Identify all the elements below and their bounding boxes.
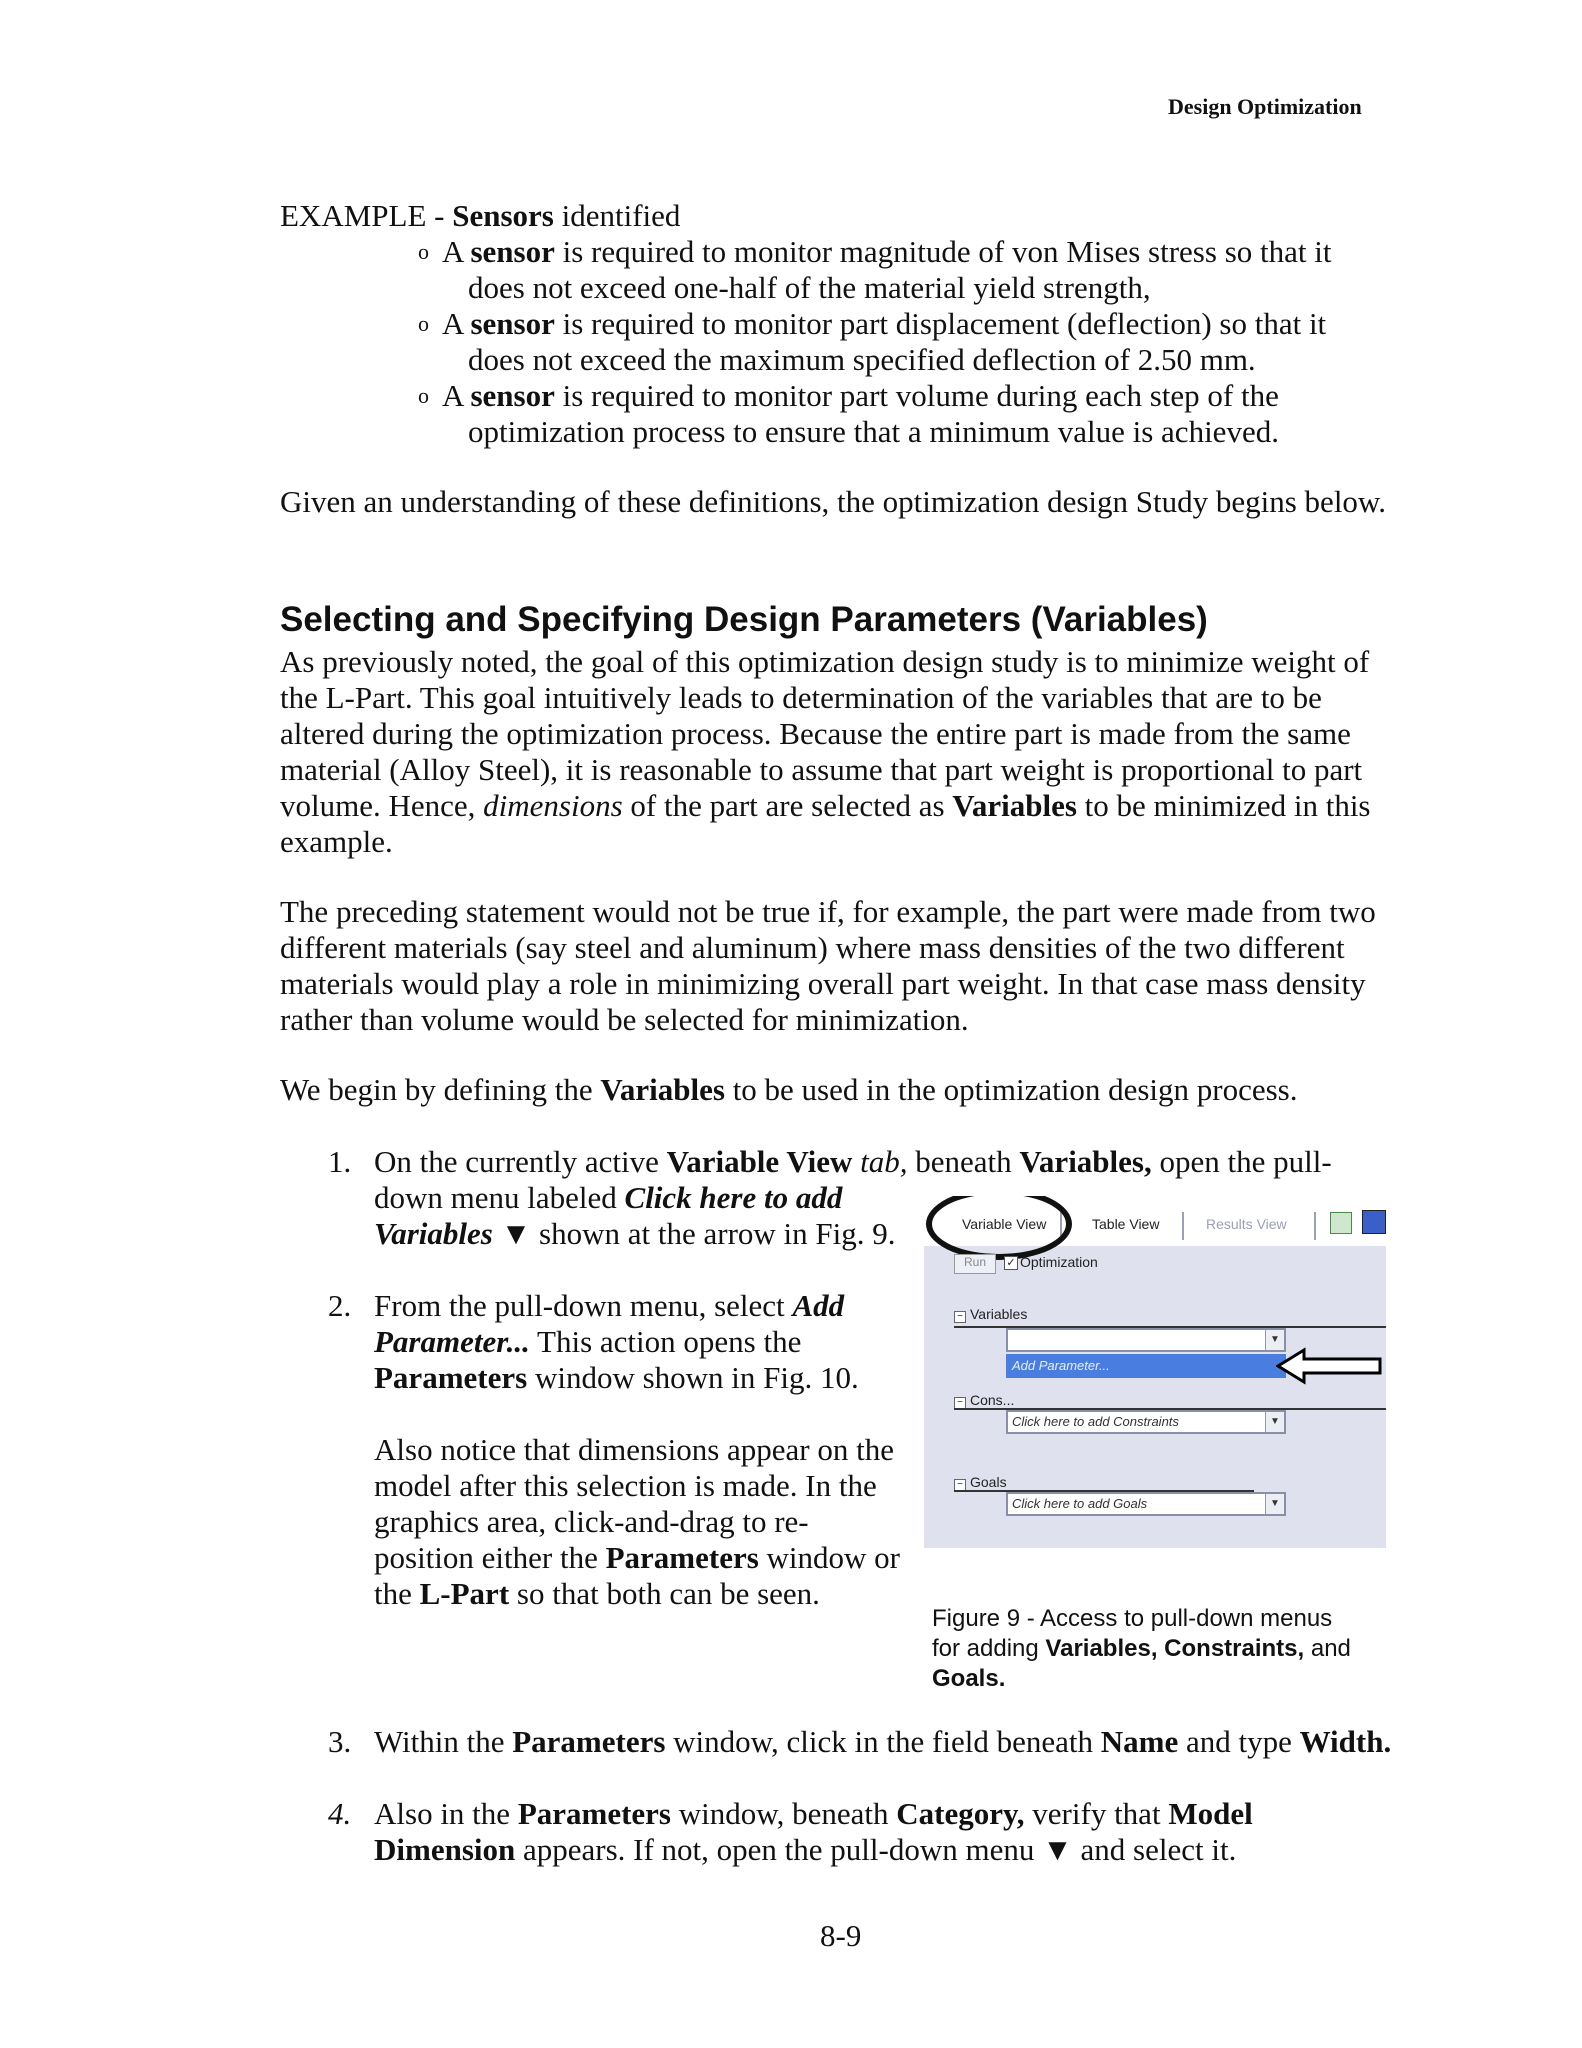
section-heading: Selecting and Specifying Design Parameters (Variables) xyxy=(280,600,1208,639)
page-number: 8-9 xyxy=(820,1918,862,1953)
tab-table-view[interactable]: Table View xyxy=(1092,1216,1160,1232)
report-icon[interactable] xyxy=(1330,1212,1352,1234)
tab-results-view[interactable]: Results View xyxy=(1206,1216,1287,1232)
step-3: 3. Within the Parameters window, click in the field beneath Name and type Width. xyxy=(328,1724,1392,1759)
sensor-bullet-1: o A sensor is required to monitor magnitude of von Mises stress so that it does not exceed one-half of the material yield strength, xyxy=(418,234,1332,305)
figure-9-screenshot xyxy=(924,1196,1386,1548)
add-parameter-option[interactable]: Add Parameter... xyxy=(1006,1354,1286,1378)
tab-divider xyxy=(1182,1212,1184,1240)
collapse-icon[interactable]: − xyxy=(954,1479,966,1491)
constraints-dropdown[interactable]: Click here to add Constraints ▼ xyxy=(1006,1410,1286,1434)
goals-dropdown[interactable]: Click here to add Goals ▼ xyxy=(1006,1492,1286,1516)
run-button[interactable]: Run xyxy=(954,1254,996,1274)
paragraph-2: The preceding statement would not be true if, for example, the part were made from two different materials (say steel and aluminum) where mass densities of the two different materials would play a role in minimizing overall part weight. In that case mass density rather than volume would be selected for minimization. xyxy=(280,894,1376,1037)
running-header: Design Optimization xyxy=(1168,94,1362,119)
arrow-pointer xyxy=(1276,1346,1386,1386)
sensor-bullet-2: o A sensor is required to monitor part displacement (deflection) so that it does not exceed the maximum specified deflection of 2.50 mm. xyxy=(418,306,1327,377)
chevron-down-icon[interactable]: ▼ xyxy=(1265,1330,1284,1350)
bullet-marker: o xyxy=(418,383,429,408)
figure-caption: Figure 9 - Access to pull-down menus for adding Variables, Constraints, and Goals. xyxy=(932,1605,1351,1692)
sensor-bullet-3: o A sensor is required to monitor part volume during each step of the optimization process to ensure that a minimum value is achieved. xyxy=(418,378,1279,449)
bullet-marker: o xyxy=(418,239,429,264)
tab-divider xyxy=(1314,1212,1316,1240)
step-4: 4. Also in the Parameters window, beneath Category, verify that Model Dimension appears. If not, open the pull-down menu ▼ and select it. xyxy=(328,1796,1253,1867)
variables-dropdown[interactable] xyxy=(1006,1328,1286,1352)
paragraph-1: As previously noted, the goal of this optimization design study is to minimize weight of the L-Part. This goal intuitively leads to determination of the variables that are to be altered during the optimization process. Because the entire part is made from the same material (Alloy Steel), it is reasonable to assume that part weight is proportional to part volume. Hence, dimensions of the part are selected as Variables to be minimized in this example. xyxy=(280,644,1371,859)
paragraph-3: We begin by defining the Variables to be used in the optimization design process. xyxy=(280,1072,1298,1107)
collapse-icon[interactable]: − xyxy=(954,1397,966,1409)
optimization-checkbox[interactable]: ✓ xyxy=(1004,1256,1018,1270)
highlight-circle xyxy=(926,1196,1072,1260)
optimization-label: Optimization xyxy=(1020,1254,1098,1270)
step-1: 1. On the currently active Variable View tab, beneath Variables, open the pull- down menu labeled Click here to add Variables ▼ shown at the arrow in Fig. 9. xyxy=(328,1144,1332,1251)
variables-section-header[interactable]: − Variables xyxy=(954,1306,1027,1323)
bullet-marker: o xyxy=(418,311,429,336)
tab-variable-view[interactable]: Variable View xyxy=(962,1216,1047,1232)
constraints-section-header[interactable]: − Cons... xyxy=(954,1392,1014,1409)
chevron-down-icon[interactable]: ▼ xyxy=(1265,1412,1284,1432)
goals-section-header[interactable]: − Goals xyxy=(954,1474,1007,1491)
graph-icon[interactable] xyxy=(1362,1210,1386,1234)
step-2: 2. From the pull-down menu, select Add Parameter... This action opens the Parameters window shown in Fig. 10. Also notice that dimensions appear on the model after this selection is made. In the graphics area, click-and-drag to re- position either the Parameters window or the L-Part so that both can be seen. xyxy=(328,1288,900,1611)
intro-line: Given an understanding of these definitions, the optimization design Study begins below. xyxy=(280,484,1387,519)
collapse-icon[interactable]: − xyxy=(954,1311,966,1323)
chevron-down-icon[interactable]: ▼ xyxy=(1265,1494,1284,1514)
example-heading: EXAMPLE - Sensors identified xyxy=(280,198,681,233)
